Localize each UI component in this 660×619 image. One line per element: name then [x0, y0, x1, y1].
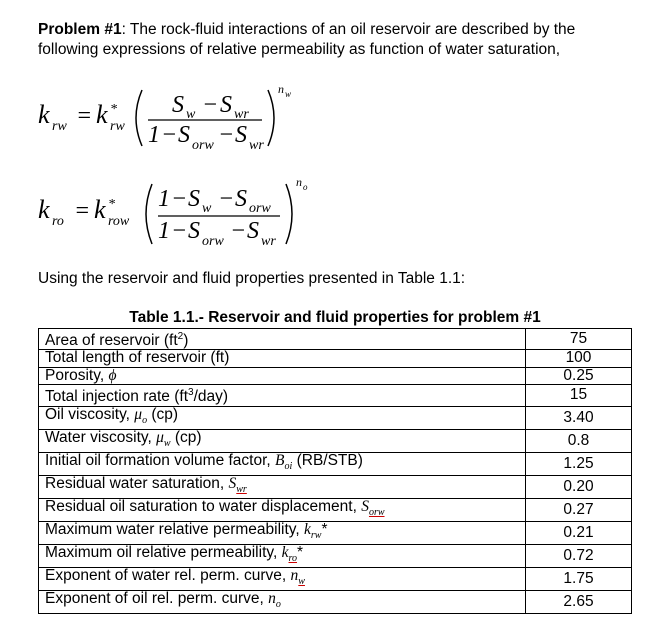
property-value: 0.20: [526, 475, 632, 498]
table-row: [39, 329, 632, 350]
eq2-den-s1: S: [188, 218, 200, 244]
property-label: [39, 591, 526, 614]
label-symbol-subscript: ro: [288, 553, 298, 565]
eq1-den-minus1: −: [161, 122, 178, 148]
label-text: Area of reservoir (ft: [45, 332, 178, 350]
label-suffix: ): [183, 332, 189, 350]
label-symbol-subscript: w: [163, 437, 171, 449]
eq2-num-sub1: w: [202, 201, 212, 216]
equation-kro: [30, 170, 350, 260]
problem-text: : The rock-fluid interactions of an oil reservoir are described by the following expressions of relative permeability as function of water saturation,: [38, 21, 576, 58]
properties-table-wrap: [38, 308, 632, 614]
property-label: [39, 367, 526, 385]
eq1-num-s1: S: [172, 92, 184, 118]
eq1-left-paren: [136, 90, 142, 146]
eq1-lhs: k: [38, 100, 50, 129]
label-text: Maximum oil relative permeability,: [45, 544, 282, 562]
label-suffix: (RB/STB): [292, 451, 363, 469]
eq1-num-sub1: w: [186, 107, 196, 122]
eq2-right-paren: [286, 184, 292, 244]
eq2-exp-sub: o: [303, 182, 308, 192]
label-symbol: B: [275, 451, 285, 469]
eq1-coef-sup: *: [110, 102, 117, 117]
label-symbol: μ: [134, 405, 143, 423]
label-symbol: S: [228, 474, 237, 492]
label-text: Total injection rate (ft: [45, 388, 189, 406]
property-label: [39, 350, 526, 368]
property-label: [39, 406, 526, 429]
property-label: [39, 429, 526, 452]
properties-table-body: [39, 329, 632, 614]
table-row: [39, 385, 632, 406]
property-value: 75: [526, 329, 632, 350]
property-label: [39, 452, 526, 475]
eq2-exp: n: [296, 175, 302, 189]
eq1-den-one: 1: [148, 122, 160, 148]
eq2-num-sub2: orw: [249, 201, 271, 216]
problem-intro: [38, 20, 638, 60]
table-caption: Table 1.1.- Reservoir and fluid properties for problem #1: [129, 309, 541, 326]
eq2-coef: k: [94, 195, 106, 224]
label-suffix: *: [321, 520, 328, 538]
label-text: Exponent of water rel. perm. curve,: [45, 567, 291, 585]
label-text: Exponent of oil rel. perm. curve,: [45, 590, 269, 608]
equation-krw-svg: [30, 78, 330, 158]
eq2-den-one: 1: [158, 218, 170, 244]
label-symbol: k: [303, 520, 311, 538]
label-symbol-subscript: orw: [368, 506, 385, 518]
property-label: [39, 545, 526, 568]
eq1-den-sub1: orw: [192, 138, 214, 153]
label-text: Porosity,: [45, 367, 109, 385]
property-value: 1.75: [526, 568, 632, 591]
eq2-den-s2: S: [247, 218, 259, 244]
eq1-lhs-sub: rw: [52, 119, 67, 134]
eq2-num-one: 1: [158, 186, 170, 212]
equation-krw: [30, 78, 330, 163]
eq1-den-sub2: wr: [249, 138, 264, 153]
property-value: 0.72: [526, 545, 632, 568]
equation-kro-svg: [30, 170, 350, 255]
table-row: [39, 350, 632, 368]
table-row: [39, 591, 632, 614]
table-row: [39, 452, 632, 475]
property-label: [39, 475, 526, 498]
property-value: 0.21: [526, 521, 632, 544]
label-symbol-subscript: rw: [310, 530, 322, 542]
property-value: 3.40: [526, 406, 632, 429]
eq1-num-s2: S: [220, 92, 232, 118]
property-value: 0.8: [526, 429, 632, 452]
property-label: [39, 521, 526, 544]
label-symbol: μ: [156, 428, 164, 446]
eq2-coef-sup: *: [108, 197, 115, 212]
eq2-num-minus1: −: [171, 186, 188, 212]
eq2-den-minus2: −: [230, 218, 247, 244]
property-value: 1.25: [526, 452, 632, 475]
eq2-lhs: k: [38, 195, 50, 224]
label-suffix: (cp): [147, 405, 179, 423]
eq1-num-sub2: wr: [234, 107, 249, 122]
property-label: [39, 568, 526, 591]
property-label: [39, 385, 526, 406]
label-text: Maximum water relative permeability,: [45, 520, 304, 538]
label-text: Oil viscosity,: [45, 405, 135, 423]
eq1-right-paren: [268, 90, 274, 146]
table-row: [39, 367, 632, 385]
eq1-num-minus: −: [202, 92, 219, 118]
property-value: 2.65: [526, 591, 632, 614]
eq1-equals: =: [76, 103, 93, 129]
property-value: 100: [526, 350, 632, 368]
eq1-den-s1: S: [178, 122, 190, 148]
eq2-den-minus1: −: [171, 218, 188, 244]
table-row: [39, 498, 632, 521]
eq2-lhs-sub: ro: [52, 214, 64, 229]
label-symbol: S: [361, 497, 369, 515]
table-row: [39, 568, 632, 591]
label-symbol: ϕ: [108, 367, 117, 385]
eq1-den-s2: S: [235, 122, 247, 148]
label-superscript: 2: [177, 331, 184, 342]
property-label: [39, 329, 526, 350]
label-text: Residual oil saturation to water displacement,: [45, 497, 362, 515]
eq1-den-minus2: −: [218, 122, 235, 148]
property-value: 15: [526, 385, 632, 406]
table-row: [39, 475, 632, 498]
label-text: Residual water saturation,: [45, 474, 229, 492]
eq2-num-s2: S: [235, 186, 247, 212]
eq1-exp-sub: w: [285, 89, 292, 99]
property-value: 0.25: [526, 367, 632, 385]
table-row: [39, 545, 632, 568]
eq1-coef: k: [96, 100, 108, 129]
problem-title: Problem #1: [38, 21, 122, 38]
eq2-num-minus2: −: [218, 186, 235, 212]
eq2-den-sub1: orw: [202, 234, 224, 249]
label-text: Total length of reservoir (ft): [45, 349, 230, 367]
property-value: 0.27: [526, 498, 632, 521]
label-suffix: *: [297, 544, 304, 562]
eq2-den-sub2: wr: [261, 234, 276, 249]
eq2-left-paren: [146, 184, 152, 244]
properties-table: [38, 328, 632, 614]
table-row: [39, 429, 632, 452]
table-row: [39, 406, 632, 429]
label-symbol-subscript: oi: [284, 460, 293, 472]
label-symbol: n: [290, 567, 299, 585]
eq2-coef-sub: row: [108, 214, 130, 229]
eq1-exp: n: [278, 82, 284, 96]
label-symbol-subscript: w: [298, 576, 305, 588]
eq1-coef-sub: rw: [110, 119, 125, 134]
eq2-num-s1: S: [188, 186, 200, 212]
label-symbol-subscript: wr: [236, 483, 247, 495]
label-suffix: (cp): [170, 428, 202, 446]
property-label: [39, 498, 526, 521]
using-text: Using the reservoir and fluid properties presented in Table 1.1:: [38, 270, 466, 287]
label-symbol-subscript: o: [275, 599, 281, 611]
label-suffix: /day): [193, 388, 229, 406]
label-superscript: 3: [188, 387, 194, 399]
label-symbol: k: [281, 544, 289, 562]
label-symbol-subscript: o: [142, 414, 148, 426]
table-row: [39, 521, 632, 544]
eq2-equals: =: [74, 198, 91, 224]
label-text: Water viscosity,: [45, 428, 157, 446]
label-symbol: n: [268, 590, 276, 608]
label-text: Initial oil formation volume factor,: [45, 451, 276, 469]
